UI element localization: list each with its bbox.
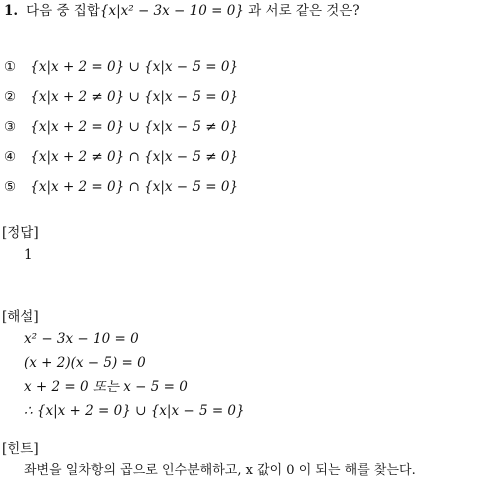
choice-2-number: ② [4,89,17,105]
choice-4 [4,148,238,166]
question-text-before: 다음 중 집합 [26,3,100,19]
question-text-after: 과 서로 같은 것은? [248,3,360,19]
explanation-line-2: (x + 2)(x − 5) = 0 [24,355,146,371]
question-number: 1. [4,3,19,19]
answer-label: [정답] [2,225,39,241]
choice-1-number: ① [4,59,17,75]
choice-3-number: ③ [4,119,17,135]
question-line [4,2,360,20]
hint-text: 좌변을 일차항의 곱으로 인수분해하고, x 값이 0 이 되는 해를 찾는다. [24,463,416,478]
choice-5 [4,178,238,196]
answer-value: 1 [24,247,33,263]
explanation-line-4: ∴ {x|x + 2 = 0} ∪ {x|x − 5 = 0} [24,403,245,419]
choice-4-number: ④ [4,149,17,165]
question-set-expression: {x|x² − 3x − 10 = 0} [99,3,244,19]
explanation-label: [해설] [2,309,39,325]
choice-2-expression: {x|x + 2 ≠ 0} ∪ {x|x − 5 = 0} [30,89,239,105]
choice-1-expression: {x|x + 2 = 0} ∪ {x|x − 5 = 0} [30,59,239,75]
explanation-line-3: x + 2 = 0 또는 x − 5 = 0 [24,379,188,395]
explanation-line-1: x² − 3x − 10 = 0 [24,331,139,347]
choice-3-expression: {x|x + 2 = 0} ∪ {x|x − 5 ≠ 0} [30,119,239,135]
choice-2 [4,88,238,106]
choice-1 [4,58,238,76]
choice-3 [4,118,238,136]
choice-4-expression: {x|x + 2 ≠ 0} ∩ {x|x − 5 ≠ 0} [30,149,239,165]
choice-5-expression: {x|x + 2 = 0} ∩ {x|x − 5 = 0} [30,179,239,195]
choice-5-number: ⑤ [4,179,17,195]
hint-label: [힌트] [2,441,39,457]
